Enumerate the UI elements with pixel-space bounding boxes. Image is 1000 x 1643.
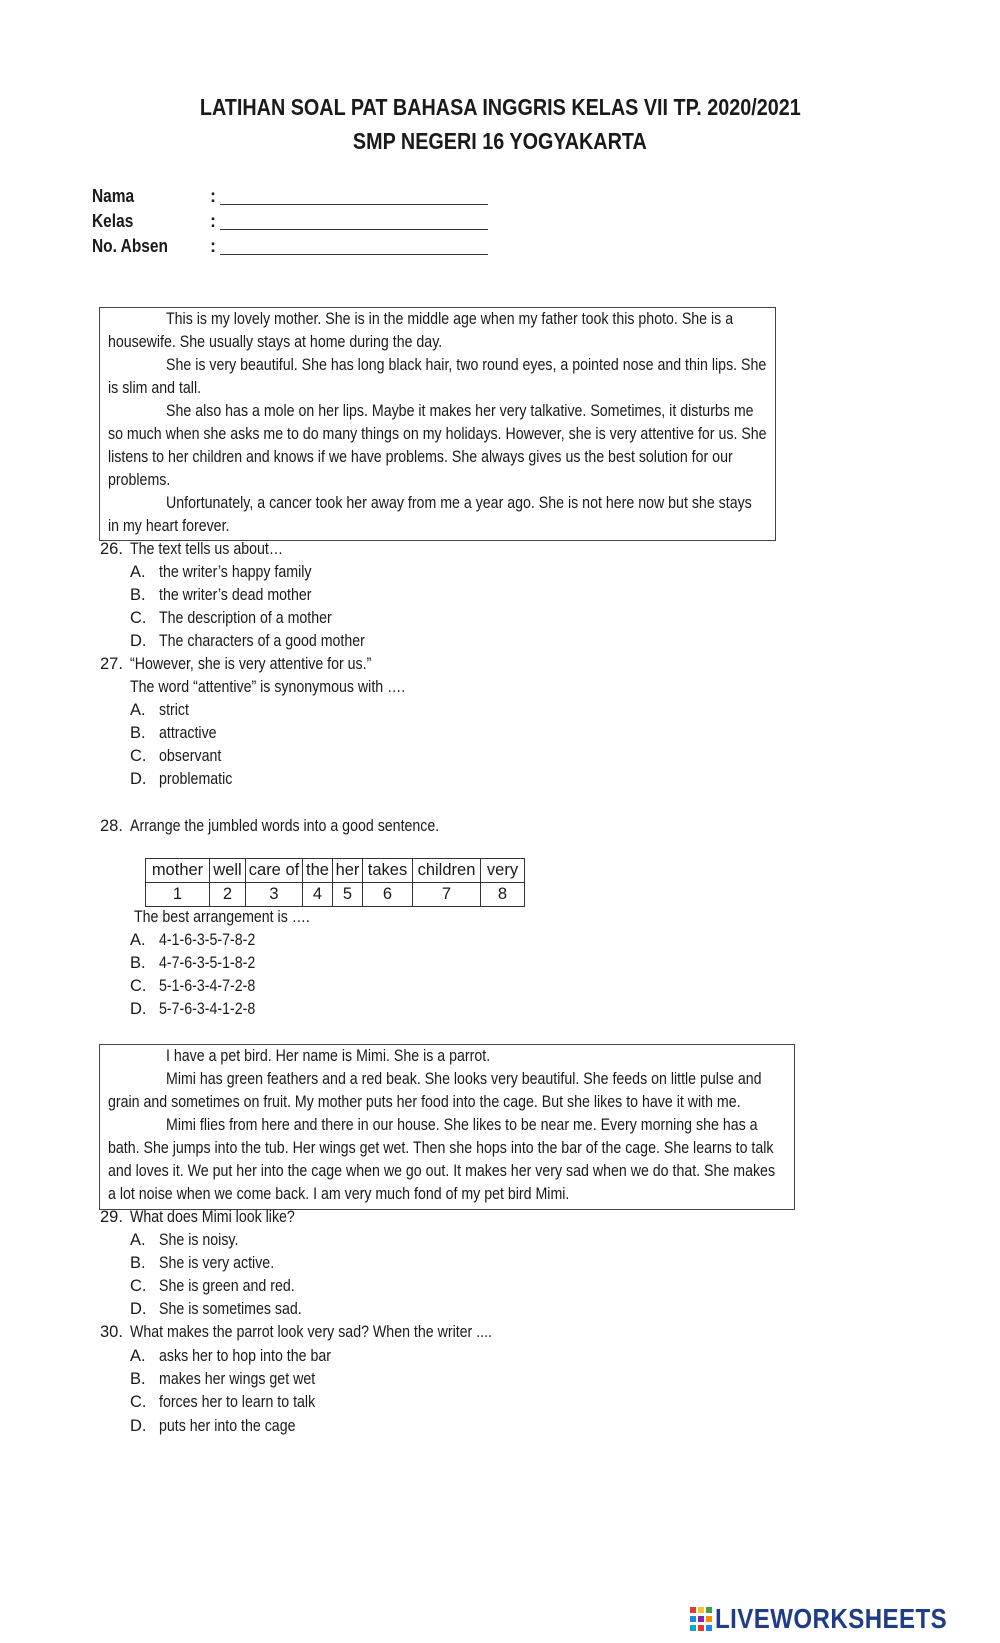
table-cell-word: the <box>303 859 333 883</box>
question-text: The text tells us about… <box>130 540 284 558</box>
option-text[interactable]: puts her into the cage <box>159 1417 296 1435</box>
option-text[interactable]: 4-1-6-3-5-7-8-2 <box>159 931 256 949</box>
name-label: Nama <box>92 186 135 206</box>
passage1-line: This is my lovely mother. She is in the middle age when my father took this photo. She is a <box>166 310 734 328</box>
option-text[interactable]: The characters of a good mother <box>159 632 365 650</box>
question-number: 28. <box>100 817 123 835</box>
table-cell-word: her <box>333 859 363 883</box>
option-text[interactable]: attractive <box>159 724 217 742</box>
liveworksheets-logo <box>690 1603 985 1637</box>
option-text[interactable]: 5-7-6-3-4-1-2-8 <box>159 1000 256 1018</box>
option-text[interactable]: forces her to learn to talk <box>159 1393 316 1411</box>
option-letter[interactable]: D. <box>130 1300 147 1318</box>
option-text[interactable]: asks her to hop into the bar <box>159 1347 331 1365</box>
table-cell-number: 2 <box>210 883 246 907</box>
table-cell-word: mother <box>146 859 210 883</box>
question-number: 29. <box>100 1208 123 1226</box>
question-subtext: The word “attentive” is synonymous with …. <box>130 678 406 696</box>
question-text: Arrange the jumbled words into a good sentence. <box>130 817 440 835</box>
question-number: 30. <box>100 1323 123 1341</box>
option-text[interactable]: makes her wings get wet <box>159 1370 316 1388</box>
absence-number-colon: : <box>210 236 216 256</box>
question-number: 27. <box>100 655 123 673</box>
option-text[interactable]: problematic <box>159 770 233 788</box>
passage1-line: Unfortunately, a cancer took her away from me a year ago. She is not here now but she stays <box>166 494 752 512</box>
option-letter[interactable]: C. <box>130 609 147 627</box>
name-blank-line[interactable] <box>220 204 488 205</box>
passage2-line: Mimi flies from here and there in our house. She likes to be near me. Every morning she has a <box>166 1116 758 1134</box>
passage2-line: grain and sometimes on fruit. My mother puts her food into the cage. But she likes to have it with me. <box>108 1093 741 1111</box>
passage1-line: listens to her children and knows if we have problems. She always gives us the best solution for our <box>108 448 733 466</box>
table-cell-number: 5 <box>333 883 363 907</box>
liveworksheets-logo-icon <box>690 1607 712 1631</box>
passage1-line: She also has a mole on her lips. Maybe it makes her very talkative. Sometimes, it disturbs me <box>166 402 754 420</box>
option-text[interactable]: the writer’s dead mother <box>159 586 312 604</box>
page-title: LATIHAN SOAL PAT BAHASA INGGRIS KELAS VII TP. 2020/2021 <box>199 94 801 120</box>
option-letter[interactable]: A. <box>130 701 146 719</box>
class-blank-line[interactable] <box>220 229 488 230</box>
table-cell-word: very <box>481 859 525 883</box>
option-letter[interactable]: C. <box>130 1277 147 1295</box>
option-text[interactable]: observant <box>159 747 222 765</box>
passage1-line: so much when she asks me to do many things on my holidays. However, she is very attentive for us. She <box>108 425 767 443</box>
absence-number-blank-line[interactable] <box>220 254 488 255</box>
option-letter[interactable]: C. <box>130 1393 147 1411</box>
brand-text: LIVEWORKSHEETS <box>715 1603 948 1634</box>
name-colon: : <box>210 186 216 206</box>
passage1-line: is slim and tall. <box>108 379 202 397</box>
option-letter[interactable]: A. <box>130 563 146 581</box>
table-cell-number: 4 <box>303 883 333 907</box>
option-text[interactable]: She is green and red. <box>159 1277 295 1295</box>
option-letter[interactable]: A. <box>130 931 146 949</box>
table-cell-word: children <box>413 859 481 883</box>
passage1-line: in my heart forever. <box>108 517 230 535</box>
passage2-line: I have a pet bird. Her name is Mimi. She is a parrot. <box>166 1047 491 1065</box>
option-text[interactable]: 5-1-6-3-4-7-2-8 <box>159 977 256 995</box>
school-name: SMP NEGERI 16 YOGYAKARTA <box>353 128 647 154</box>
table-cell-number: 6 <box>363 883 413 907</box>
option-text[interactable]: She is noisy. <box>159 1231 239 1249</box>
table-cell-number: 7 <box>413 883 481 907</box>
option-letter[interactable]: D. <box>130 1000 147 1018</box>
option-text[interactable]: strict <box>159 701 189 719</box>
option-letter[interactable]: B. <box>130 1370 146 1388</box>
option-letter[interactable]: A. <box>130 1347 146 1365</box>
option-letter[interactable]: C. <box>130 747 147 765</box>
table-row-numbers <box>146 883 525 907</box>
option-letter[interactable]: A. <box>130 1231 146 1249</box>
passage1-line: problems. <box>108 471 171 489</box>
option-text[interactable]: She is sometimes sad. <box>159 1300 302 1318</box>
question-text: What makes the parrot look very sad? When the writer .... <box>130 1323 492 1341</box>
option-text[interactable]: The description of a mother <box>159 609 332 627</box>
class-colon: : <box>210 211 216 231</box>
table-cell-word: well <box>210 859 246 883</box>
option-letter[interactable]: B. <box>130 724 146 742</box>
option-text[interactable]: 4-7-6-3-5-1-8-2 <box>159 954 256 972</box>
option-letter[interactable]: D. <box>130 1417 147 1435</box>
table-cell-number: 8 <box>481 883 525 907</box>
passage2-line: and loves it. We put her into the cage when we go out. It makes her very sad when we do that. She makes <box>108 1162 776 1180</box>
passage1-line: She is very beautiful. She has long black hair, two round eyes, a pointed nose and thin lips. She <box>166 356 767 374</box>
question-text: “However, she is very attentive for us.” <box>130 655 372 673</box>
table-cell-number: 1 <box>146 883 210 907</box>
table-cell-number: 3 <box>246 883 303 907</box>
passage2-line: Mimi has green feathers and a red beak. She looks very beautiful. She feeds on little pulse and <box>166 1070 762 1088</box>
option-text[interactable]: She is very active. <box>159 1254 275 1272</box>
question-text: What does Mimi look like? <box>130 1208 295 1226</box>
table-row-words <box>146 859 525 883</box>
absence-number-label: No. Absen <box>92 236 168 256</box>
question-subtext: The best arrangement is …. <box>134 908 310 926</box>
option-letter[interactable]: B. <box>130 586 146 604</box>
jumbled-words-table <box>145 858 525 907</box>
option-letter[interactable]: B. <box>130 1254 146 1272</box>
table-cell-word: care of <box>246 859 303 883</box>
option-letter[interactable]: B. <box>130 954 146 972</box>
question-number: 26. <box>100 540 123 558</box>
table-cell-word: takes <box>363 859 413 883</box>
option-text[interactable]: the writer’s happy family <box>159 563 312 581</box>
passage1-line: housewife. She usually stays at home during the day. <box>108 333 443 351</box>
passage2-line: a lot noise when we come back. I am very much fond of my pet bird Mimi. <box>108 1185 570 1203</box>
option-letter[interactable]: C. <box>130 977 147 995</box>
option-letter[interactable]: D. <box>130 770 147 788</box>
option-letter[interactable]: D. <box>130 632 147 650</box>
passage2-line: bath. She jumps into the tub. Her wings get wet. Then she hops into the bar of the cage. She learns to talk <box>108 1139 774 1157</box>
class-label: Kelas <box>92 211 134 231</box>
